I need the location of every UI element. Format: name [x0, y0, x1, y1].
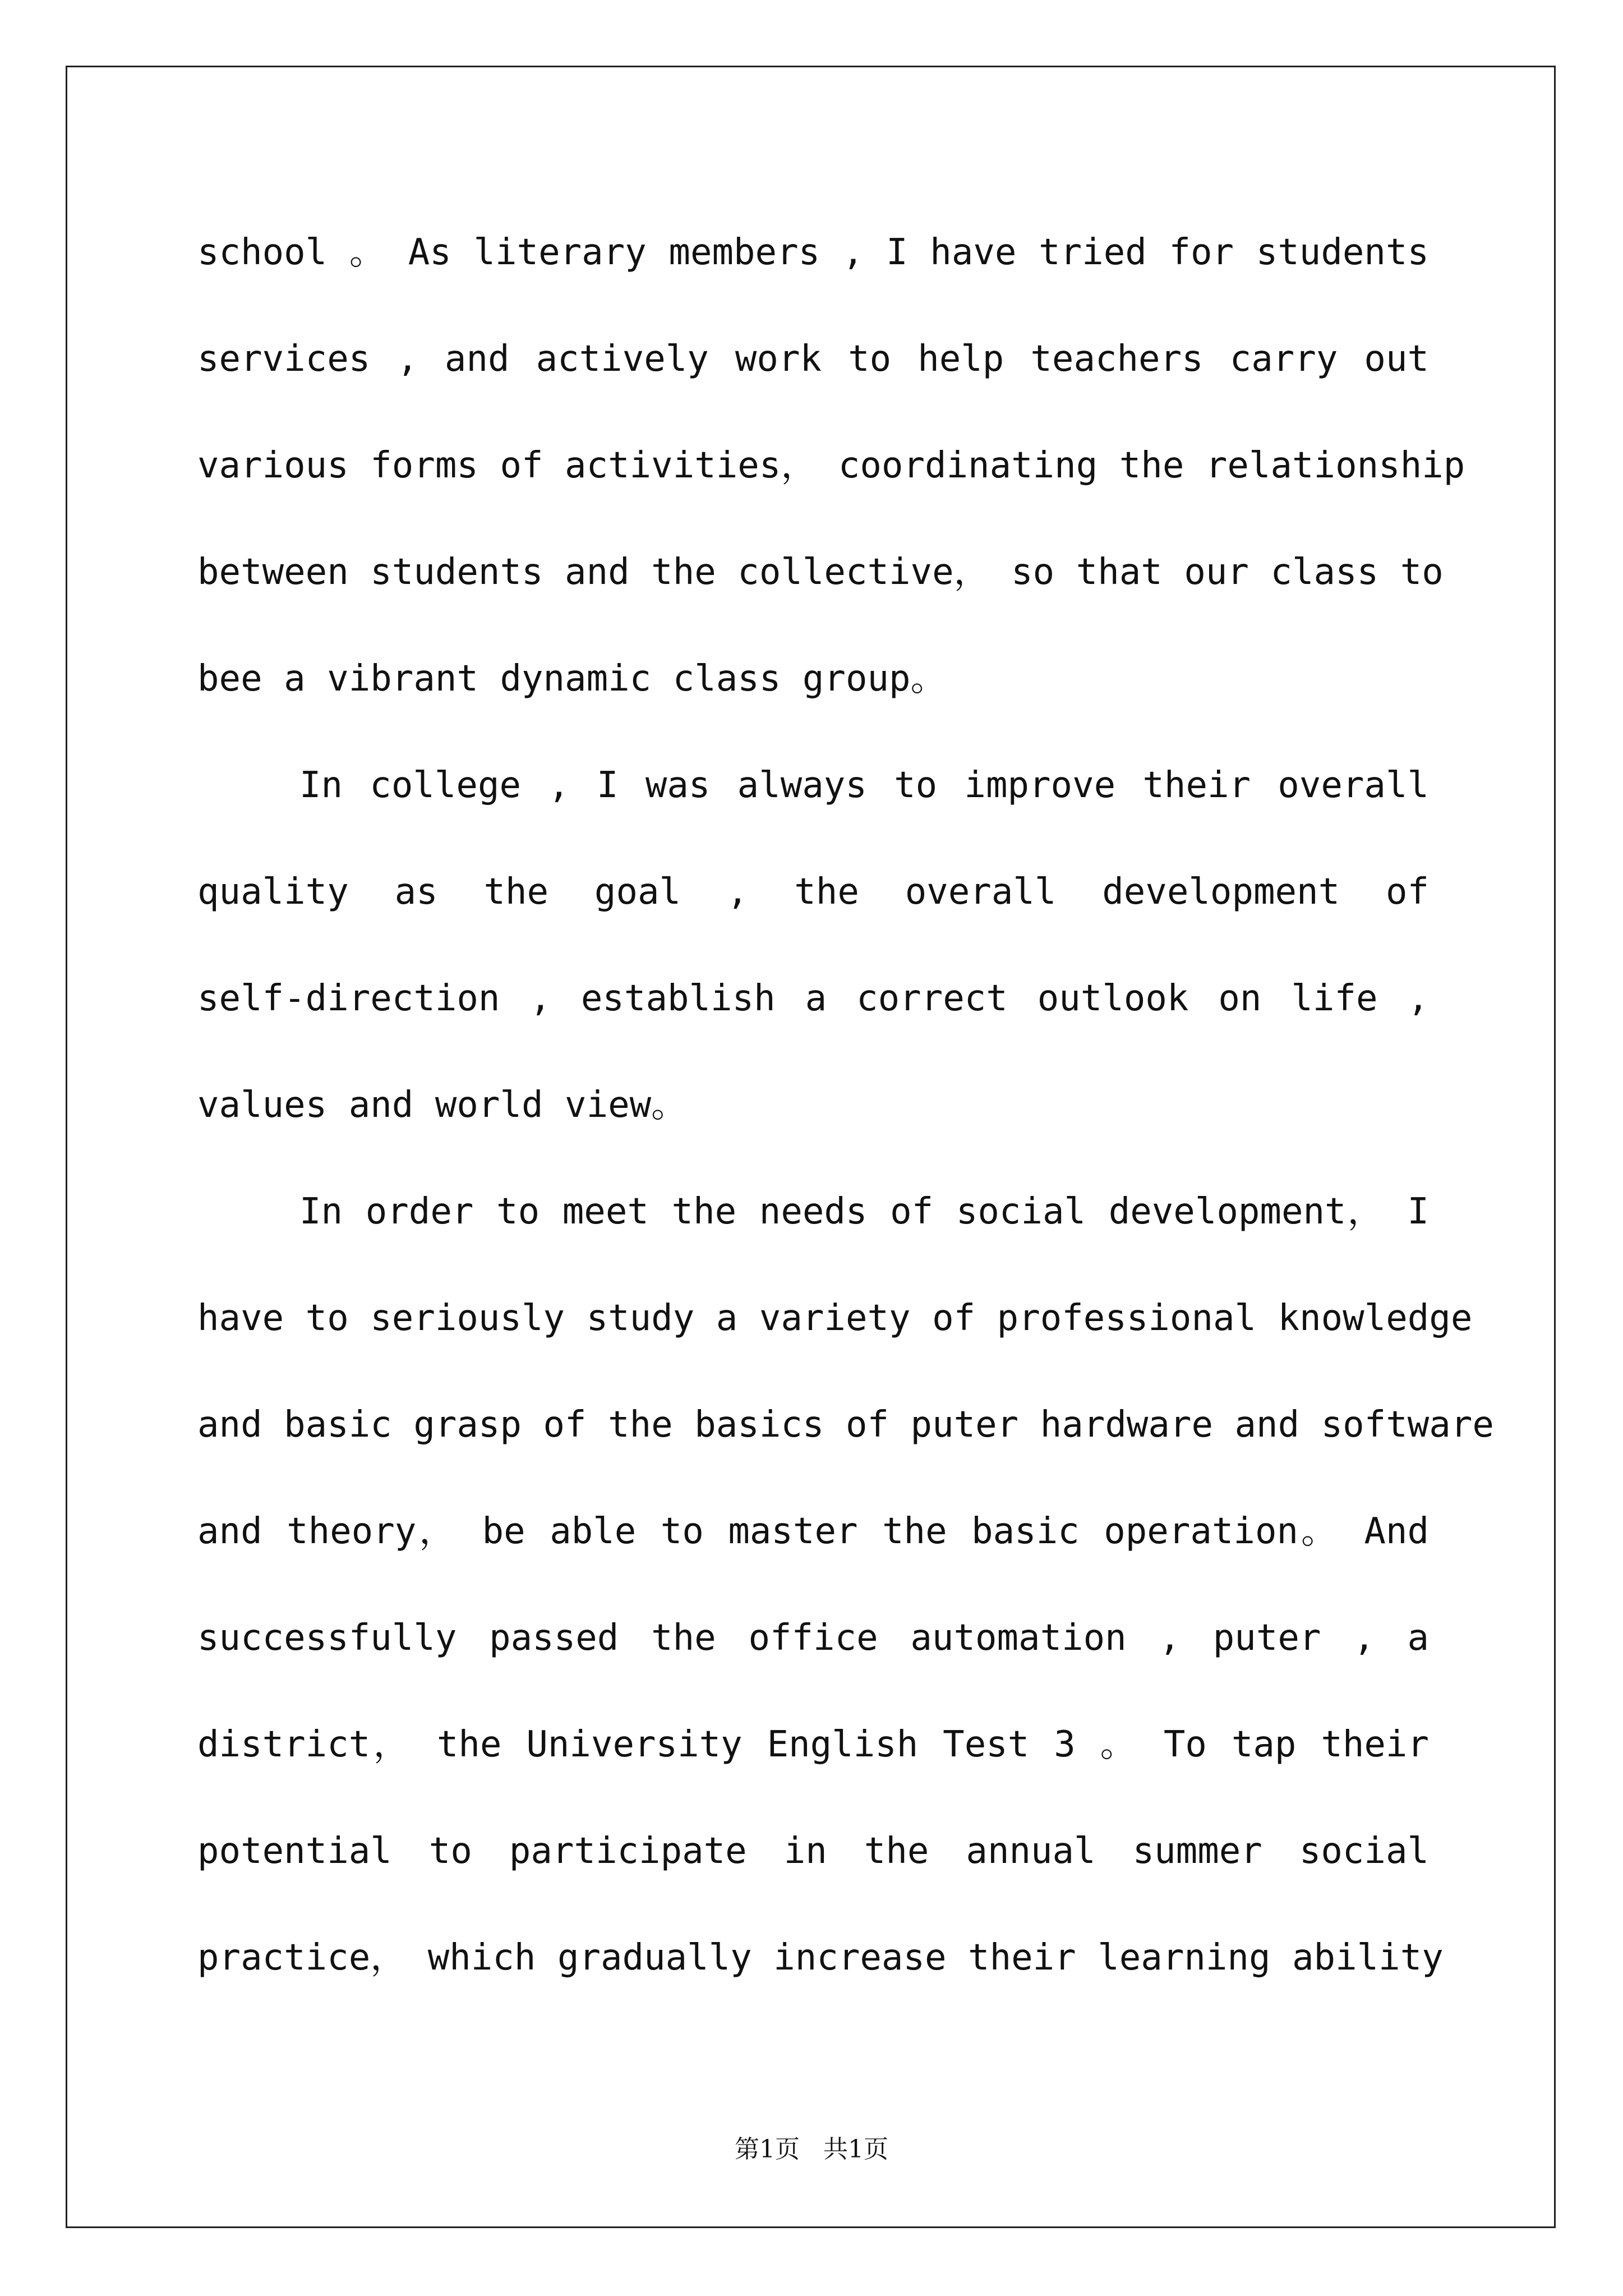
text-line-15: district， the University English Test 3 。 To tap their: [197, 1724, 1429, 1765]
text-line-11: have to seriously study a variety of professional knowledge: [197, 1297, 1473, 1339]
text-line-4: between students and the collective， so that our class to: [197, 551, 1444, 593]
text-line-10: In order to meet the needs of social development， I: [299, 1191, 1429, 1232]
body-text: [197, 208, 1494, 2019]
text-line-14: successfully passed the office automation , puter , a: [197, 1617, 1429, 1659]
text-line-13: and theory， be able to master the basic operation。 And: [197, 1511, 1429, 1552]
text-line-5: bee a vibrant dynamic class group。: [197, 658, 947, 700]
text-line-17: practice， which gradually increase their learning ability: [197, 1937, 1444, 1978]
text-line-1: school 。 As literary members , I have tried for students: [197, 232, 1429, 273]
text-line-12: and basic grasp of the basics of puter hardware and software: [197, 1404, 1494, 1446]
text-line-16: potential to participate in the annual summer social: [197, 1830, 1429, 1872]
page-number-footer: 第1页 共1页: [735, 2135, 888, 2164]
text-line-7: quality as the goal , the overall development of: [197, 871, 1429, 913]
text-line-2: services , and actively work to help teachers carry out: [197, 338, 1429, 380]
text-line-8: self-direction , establish a correct outlook on life ,: [197, 978, 1429, 1019]
text-line-3: various forms of activities， coordinating the relationship: [197, 445, 1465, 486]
text-line-6: In college , I was always to improve their overall: [299, 765, 1429, 806]
text-line-9: values and world view。: [197, 1084, 688, 1126]
